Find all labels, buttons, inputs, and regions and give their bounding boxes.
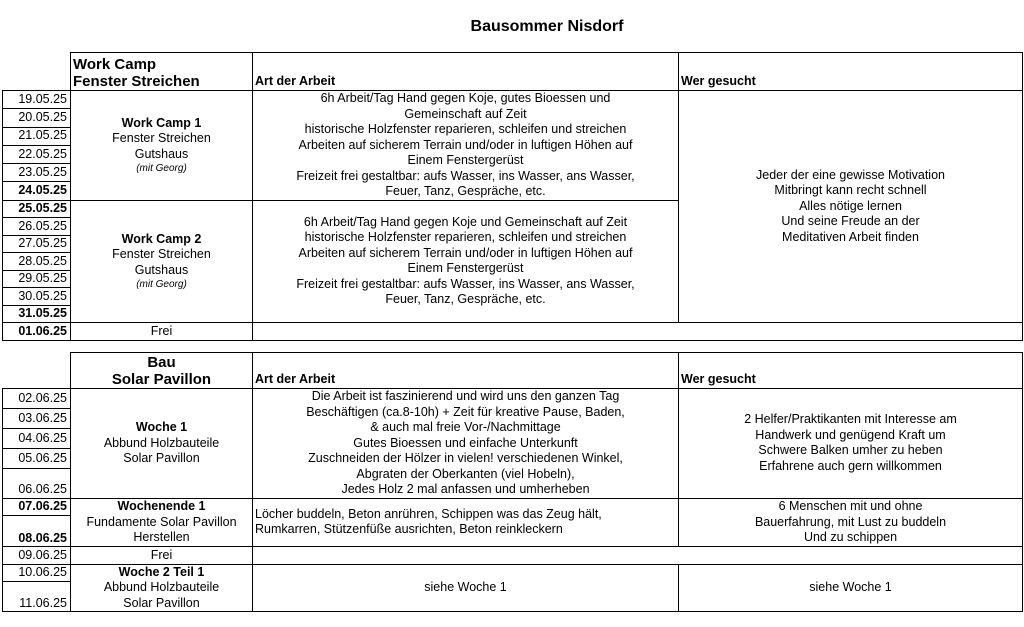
date-cell: 08.06.25 [3, 516, 71, 547]
work-line: historische Holzfenster reparieren, schleifen und streichen [304, 230, 627, 245]
block-line: Solar Pavillon [123, 595, 200, 610]
work-line: Abgraten der Oberkanten (viel Hobeln), [356, 466, 575, 481]
date-cell: 06.06.25 [3, 468, 71, 498]
date-cell: 25.05.25 [3, 200, 71, 218]
section-header [71, 353, 253, 389]
block-name: Woche 2 Teil 1 [118, 564, 205, 579]
work-line: Einem Fenstergerüst [407, 153, 524, 167]
column-header-art: Art der Arbeit [253, 53, 679, 91]
solar-pavillon-table [2, 352, 1023, 612]
date-cell: 07.06.25 [3, 498, 71, 516]
block-name: Work Camp 1 [121, 115, 202, 130]
wanted-line: 6 Menschen mit und ohne [778, 499, 923, 513]
work-line: Löcher buddeln, Beton anrühren, Schippen was das Zeug hält, [255, 506, 602, 521]
work-line: Jedes Holz 2 mal anfassen und umherheben [341, 482, 590, 496]
wanted-line: Erfahrene auch gern willkommen [759, 458, 942, 473]
date-cell: 11.06.25 [3, 582, 71, 612]
date-cell: 24.05.25 [3, 182, 71, 200]
wanted-cell [679, 91, 1023, 323]
week-2-work: siehe Woche 1 [253, 564, 679, 612]
section-header-line1: Bau [147, 354, 176, 371]
column-header-wer: Wer gesucht [679, 353, 1023, 389]
wanted-line: Meditativen Arbeit finden [782, 229, 919, 244]
work-line: historische Holzfenster reparieren, schleifen und streichen [304, 122, 627, 136]
work-line: Feuer, Tanz, Gespräche, etc. [385, 184, 546, 198]
work-camp-table [2, 52, 1023, 341]
date-cell: 23.05.25 [3, 164, 71, 182]
corner-cell [3, 353, 71, 389]
section-header-line1: Work Camp [73, 56, 157, 73]
work-line: Einem Fenstergerüst [407, 261, 524, 276]
date-cell: 30.05.25 [3, 288, 71, 306]
free-cell: Frei [71, 323, 253, 341]
date-cell: 27.05.25 [3, 235, 71, 253]
work-line: Die Arbeit ist faszinierend und wird uns den ganzen Tag [311, 389, 620, 403]
block-name: Work Camp 2 [121, 231, 202, 246]
work-line: & auch mal freie Vor-/Nachmittage [370, 420, 561, 434]
date-cell: 31.05.25 [3, 305, 71, 323]
work-line: 6h Arbeit/Tag Hand gegen Koje, gutes Bioessen und [320, 91, 611, 105]
date-cell: 21.05.25 [3, 127, 71, 145]
work-camp-2-work [253, 200, 679, 323]
wanted-line: Und zu schippen [803, 530, 898, 544]
weekend-1-wanted [679, 498, 1023, 547]
wanted-line: Mitbringt kann recht schnell [774, 183, 927, 198]
work-camp-1-work [253, 91, 679, 201]
block-line: Fenster Streichen [112, 131, 211, 145]
block-line: Gutshaus [134, 146, 189, 161]
work-line: Gemeinschaft auf Zeit [404, 106, 527, 121]
work-camp-2-cell [71, 200, 253, 323]
block-note: (mit Georg) [136, 279, 187, 290]
work-line: Freizeit frei gestaltbar: aufs Wasser, ins Wasser, ans Wasser, [296, 168, 635, 183]
wanted-line: Jeder der eine gewisse Motivation [756, 167, 945, 182]
work-line: Rumkarren, Stützenfüße ausrichten, Beton reinkleckern [255, 522, 563, 536]
date-cell: 10.06.25 [3, 564, 71, 582]
date-cell: 02.06.25 [3, 389, 71, 409]
date-cell: 22.05.25 [3, 145, 71, 163]
block-name: Wochenende 1 [117, 499, 206, 513]
date-cell: 28.05.25 [3, 253, 71, 271]
work-camp-1-cell [71, 91, 253, 201]
wanted-line: Bauerfahrung, mit Lust zu buddeln [754, 514, 947, 529]
date-cell: 09.06.25 [3, 547, 71, 565]
empty-cell [253, 547, 1023, 565]
block-line: Fundamente Solar Pavillon [86, 514, 237, 529]
section-header-line2: Fenster Streichen [73, 73, 200, 90]
block-line: Abbund Holzbauteile [103, 435, 220, 450]
work-line: Beschäftigen (ca.8-10h) + Zeit für kreative Pause, Baden, [306, 404, 625, 419]
date-cell: 03.06.25 [3, 408, 71, 428]
work-line: Arbeiten auf sicherem Terrain und/oder in luftigen Höhen auf [298, 137, 633, 152]
empty-cell [253, 323, 1023, 341]
date-cell: 01.06.25 [3, 323, 71, 341]
date-cell: 20.05.25 [3, 109, 71, 127]
block-line: Herstellen [133, 530, 190, 544]
column-header-art: Art der Arbeit [253, 353, 679, 389]
work-line: 6h Arbeit/Tag Hand gegen Koje und Gemeinschaft auf Zeit [303, 214, 628, 229]
wanted-line: 2 Helfer/Praktikanten mit Interesse am [744, 412, 957, 427]
wanted-line: Handwerk und genügend Kraft um [755, 427, 946, 442]
work-line: Gutes Bioessen und einfache Unterkunft [353, 435, 578, 450]
wanted-line: Schwere Balken umher zu heben [758, 443, 943, 458]
work-line: Zuschneiden der Hölzer in vielen! verschiedenen Winkel, [308, 451, 623, 465]
block-line: Fenster Streichen [112, 247, 211, 261]
date-cell: 29.05.25 [3, 270, 71, 288]
column-header-wer: Wer gesucht [679, 53, 1023, 91]
wanted-line: Alles nötige lernen [799, 198, 902, 213]
work-line: Feuer, Tanz, Gespräche, etc. [385, 292, 546, 307]
date-cell: 04.06.25 [3, 428, 71, 448]
week-2-wanted: siehe Woche 1 [679, 564, 1023, 612]
weekend-1-work [253, 498, 679, 547]
week-1-work [253, 389, 679, 499]
week-2-cell [71, 564, 253, 612]
date-cell: 05.06.25 [3, 448, 71, 468]
corner-cell [3, 53, 71, 91]
section-header-line2: Solar Pavillon [111, 371, 212, 388]
work-line: Freizeit frei gestaltbar: aufs Wasser, ins Wasser, ans Wasser, [296, 276, 635, 291]
date-cell: 26.05.25 [3, 218, 71, 236]
block-note: (mit Georg) [136, 163, 187, 174]
section-header [71, 53, 253, 91]
block-line: Gutshaus [134, 262, 189, 277]
block-name: Woche 1 [135, 420, 188, 434]
free-cell: Frei [71, 547, 253, 565]
week-1-wanted [679, 389, 1023, 499]
work-line: Arbeiten auf sicherem Terrain und/oder in luftigen Höhen auf [298, 245, 633, 260]
weekend-1-cell [71, 498, 253, 547]
date-cell: 19.05.25 [3, 91, 71, 109]
block-line: Solar Pavillon [123, 451, 200, 465]
wanted-line: Und seine Freude an der [781, 214, 920, 229]
block-line: Abbund Holzbauteile [103, 580, 220, 594]
week-1-cell [71, 389, 253, 499]
page-title: Bausommer Nisdorf [470, 18, 624, 35]
